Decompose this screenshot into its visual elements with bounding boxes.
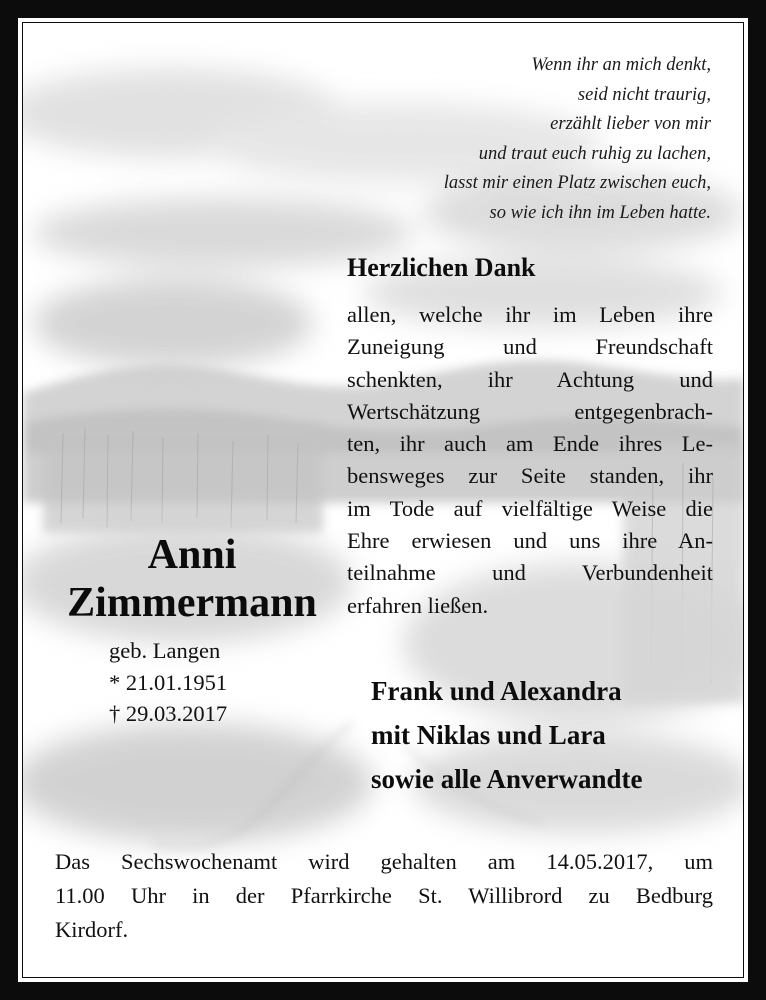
notice-line: 11.00 Uhr in der Pfarrkirche St. Willibrord zu Bedburg (55, 883, 713, 908)
deceased-name (53, 531, 331, 627)
poem-line: Wenn ihr an mich denkt, (531, 55, 711, 75)
thanks-text (347, 299, 713, 622)
thanks-line: schenkten, ihr Achtung und (347, 366, 713, 392)
poem-line: erzählt lieber von mir (550, 114, 711, 135)
thanks-line: Ehre erwiesen und uns ihre An- (347, 528, 713, 554)
thanks-line: Wertschätzung entgegenbrach- (347, 398, 713, 424)
birth-date: * 21.01.1951 (109, 669, 228, 695)
poem-line: seid nicht traurig, (577, 84, 711, 105)
thanks-line: im Tode auf vielfältige Weise die (347, 495, 713, 521)
maiden-name: geb. Langen (109, 638, 221, 663)
thanks-line: erfahren ließen. (347, 592, 489, 618)
family-line: Frank und Alexandra (371, 676, 622, 706)
death-date: † 29.03.2017 (109, 701, 228, 726)
service-notice (55, 845, 713, 947)
first-name: Anni (147, 532, 237, 578)
obituary-card (22, 22, 744, 978)
family-line: sowie alle Anverwandte (371, 764, 643, 794)
thanks-line: allen, welche ihr im Leben ihre (347, 302, 713, 327)
poem-line: so wie ich ihn im Leben hatte. (489, 202, 711, 223)
notice-line: Das Sechswochenamt wird gehalten am 14.05.2017, um (55, 849, 713, 874)
thanks-heading: Herzlichen Dank (347, 253, 536, 282)
poem-line: lasst mir einen Platz zwischen euch, (443, 173, 711, 194)
thanks-line: bensweges zur Seite standen, ihr (347, 463, 713, 489)
thanks-line: ten, ihr auch am Ende ihres Le- (347, 431, 713, 457)
poem-line: und traut euch ruhig zu lachen, (478, 143, 711, 164)
memorial-poem (444, 51, 711, 229)
life-dates (109, 635, 227, 730)
family-signature (371, 669, 642, 801)
notice-line: Kirdorf. (55, 917, 129, 942)
family-line: mit Niklas und Lara (371, 720, 606, 750)
last-name: Zimmermann (67, 580, 317, 626)
thanks-line: teilnahme und Verbundenheit (347, 560, 713, 586)
thanks-line: Zuneigung und Freundschaft (347, 334, 713, 360)
